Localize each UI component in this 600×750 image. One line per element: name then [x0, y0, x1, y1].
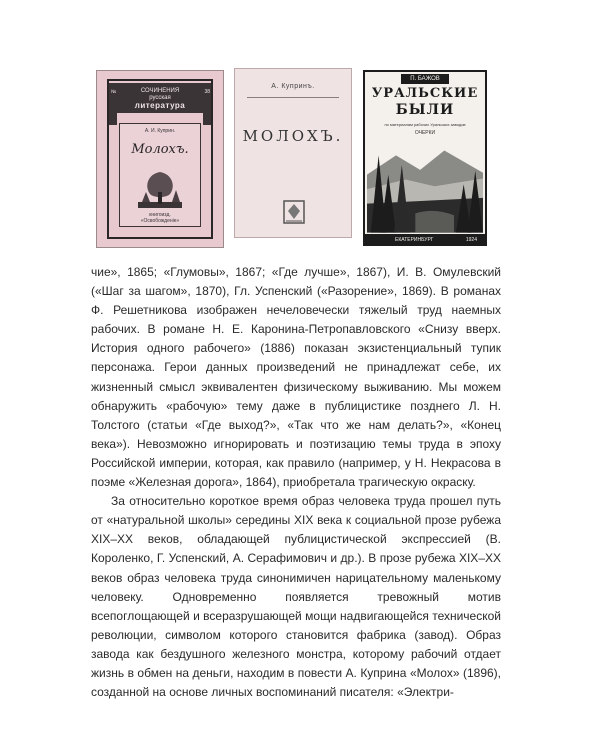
series-line-3: литература: [134, 101, 186, 110]
cover-subtitle: по материалам рабочих Уральских заводов: [384, 122, 466, 127]
cover-title: Молохъ.: [131, 142, 189, 157]
cover-genre: ОЧЕРКИ: [414, 130, 436, 136]
paragraph: За относительно короткое время образ человека труда прошел путь от «натуральной школы» середины XIX века к социальной прозе рубежа XIX–XX веков, обладающей публицистической экспрессией (В. Короленко, Г. Успенский, А. Серафимович и др.). В прозе рубежа XIX–XX веков образ человека труда синонимичен нарицательному маленькому человеку. Одновременно появляется тревожный мотив всепоглощающей и всеразрушающей мощи надвигающейся технической революции, символом которого становится фабрика (завод). Образ завода как бездушного железного монстра, которому рабочий отдает жизнь в обмен на деньги, находим в повести А. Куприна «Молох» (1896), созданной на основе личных воспоминаний писателя: «Электри-: [91, 494, 501, 700]
series-number-right: 38: [204, 89, 210, 95]
series-line-1: СОЧИНЕНИЯ: [140, 88, 180, 94]
cover-bottom-bar: [365, 234, 485, 244]
cover-author: А. Купринъ.: [271, 83, 315, 90]
book-covers-figure: [0, 0, 600, 260]
cover-title-line-1: УРАЛЬСКИЕ: [371, 86, 479, 101]
cover-author: А. И. Куприн.: [144, 128, 176, 134]
cover-title-line-2: БЫЛИ: [395, 102, 455, 118]
publisher-line-1: книгоизд.: [149, 212, 171, 218]
cover-panel: [119, 123, 201, 227]
landscape-illustration: [367, 136, 483, 233]
cover-title: МОЛОХЪ.: [242, 127, 344, 145]
cover-year: 1924: [465, 237, 477, 243]
divider: [247, 97, 339, 98]
series-band: [111, 83, 209, 113]
publisher-emblem-icon: [282, 199, 306, 225]
book-cover-moloch-2: [234, 68, 352, 238]
series-line-2: русская: [149, 95, 171, 101]
book-cover-uralskie-byli: [363, 70, 487, 246]
cover-publisher: [120, 212, 200, 224]
book-cover-moloch-1: [96, 70, 224, 248]
paragraph: чие», 1865; «Глумовы», 1867; «Где лучше», 1867), И. В. Омулевский («Шаг за шагом», 1870), Гл. Успенский («Разорение», 1869). В романах Ф. Решетникова изображен нечеловечески тяжелый труд наемных рабочих. В романе Н. Е. Каронина-Петропавловского «Снизу вверх. История одного рабочего» (1886) показан экзистенциальный тупик персонажа. Герои данных произведений не принадлежат себе, их жизненный смысл эквивалентен физическому выживанию. Мы можем обнаружить «рабочую» тему даже в публицистике позднего Л. Н. Толстого (статьи «Где выход?», «Так что же нам делать?», «Конец века»). Невозможно игнорировать и поэтизацию темы труда в эпоху Российской империи, которая, как правило (например, у Н. Некрасова в поэме «Железная дорога», 1864), приобретала трагическую окраску.: [91, 265, 501, 490]
publisher-line-2: «Освобожденіе»: [140, 218, 180, 224]
series-number-left: №: [111, 89, 117, 95]
cover-author: П. БАЖОВ: [401, 74, 449, 84]
tree-illustration: [138, 168, 182, 208]
cover-imprint: ЕКАТЕРИНБУРГ: [395, 237, 434, 243]
body-text: [91, 263, 501, 702]
